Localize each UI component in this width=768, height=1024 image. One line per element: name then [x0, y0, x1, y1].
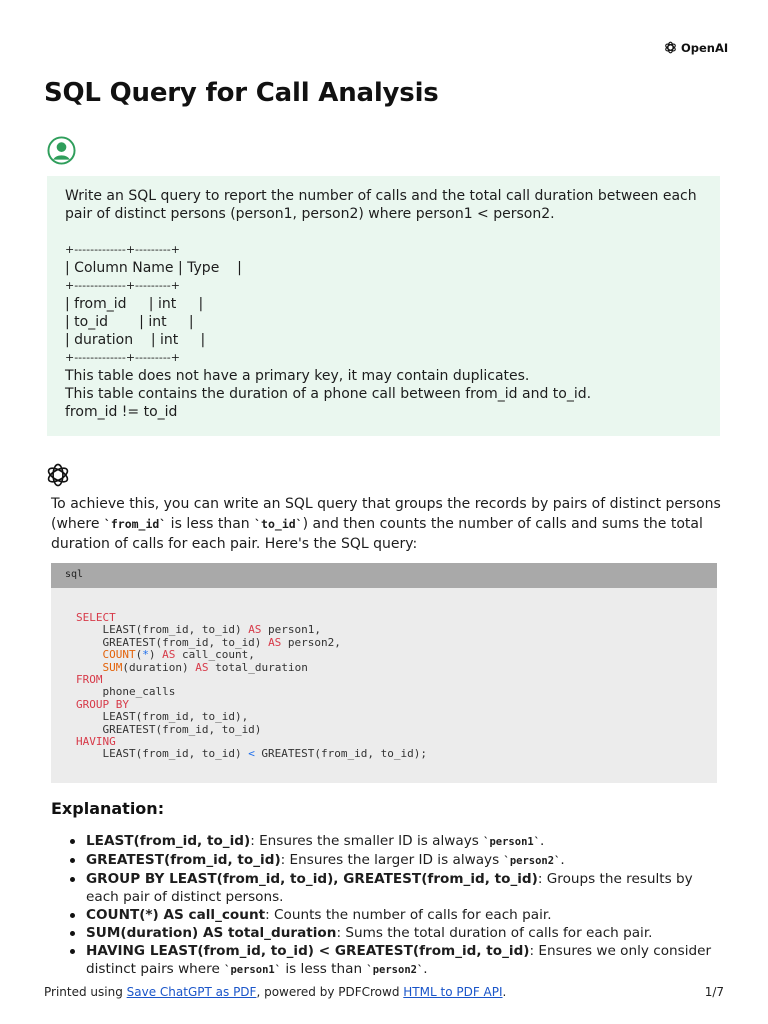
- user-message: [47, 176, 720, 436]
- inline-code: `person1`: [483, 836, 541, 848]
- code-block: [51, 563, 717, 783]
- table-row-line: | duration | int |: [65, 332, 206, 348]
- code-text: GREATEST(from_id, to_id);: [254, 747, 427, 761]
- code-text: LEAST(from_id, to_id),: [76, 710, 249, 724]
- list-item: [51, 906, 726, 924]
- item-term: GREATEST(from_id, to_id): [86, 852, 281, 868]
- item-text: .: [560, 852, 565, 868]
- code-keyword: AS: [248, 623, 262, 637]
- code-keyword: FROM: [76, 673, 103, 687]
- item-term: COUNT(*) AS call_count: [86, 907, 266, 923]
- code-function: COUNT: [102, 648, 136, 662]
- code-content[interactable]: [51, 588, 717, 761]
- footer-credit: [44, 985, 506, 999]
- inline-code: `person2`: [503, 855, 561, 867]
- code-keyword: AS: [195, 660, 209, 674]
- inline-code: `from_id`: [103, 517, 167, 531]
- save-chatgpt-link[interactable]: Save ChatGPT as PDF: [126, 985, 257, 999]
- inline-code: `person2`: [366, 964, 424, 976]
- code-text: [76, 648, 103, 661]
- code-text: LEAST(from_id, to_id): [76, 747, 249, 761]
- table-header-line: | Column Name | Type |: [65, 260, 242, 276]
- footer-text: , powered by PDFCrowd: [256, 985, 404, 999]
- list-item: [51, 851, 726, 870]
- code-text: total_duration: [208, 660, 308, 674]
- item-text: : Groups the results by each pair of distinct persons.: [86, 871, 693, 905]
- code-operator: <: [248, 747, 255, 761]
- item-text: : Counts the number of calls for each pair.: [265, 907, 552, 923]
- inline-code: `to_id`: [254, 517, 303, 531]
- chatgpt-logo-icon: [44, 461, 72, 489]
- note-line: This table contains the duration of a phone call between from_id and to_id.: [65, 386, 592, 402]
- item-term: SUM(duration) AS total_duration: [86, 925, 337, 941]
- user-question-text: Write an SQL query to report the number of calls and the total call duration between each pair of distinct persons (person1, person2) where person1 < person2.: [65, 188, 697, 222]
- table-border-line: +-------------+---------+: [65, 279, 180, 292]
- code-language-label: sql: [51, 563, 717, 588]
- code-text: (: [135, 648, 143, 662]
- code-keyword: HAVING: [76, 735, 116, 749]
- list-item: [51, 832, 726, 851]
- code-keyword: AS: [268, 635, 282, 649]
- explanation-heading: Explanation:: [51, 799, 165, 818]
- list-item: [51, 924, 726, 942]
- code-text: call_count,: [175, 648, 255, 662]
- code-text: person1,: [261, 623, 322, 637]
- code-function: SUM: [102, 660, 123, 674]
- footer: [44, 985, 724, 999]
- intro-text: ) and then counts the number of calls and sums the total duration of calls for each pair. Here's the SQL query:: [51, 516, 703, 552]
- code-keyword: AS: [162, 648, 176, 662]
- footer-text: .: [502, 985, 507, 999]
- code-text: LEAST(from_id, to_id): [76, 623, 249, 637]
- item-term: HAVING LEAST(from_id, to_id) < GREATEST(from_id, to_id): [86, 943, 530, 959]
- code-text: ): [148, 648, 163, 662]
- list-item: [51, 942, 726, 979]
- inline-code: `person1`: [224, 964, 282, 976]
- item-text: .: [540, 833, 545, 849]
- table-border-line: +-------------+---------+: [65, 243, 180, 256]
- page-number: 1/7: [704, 985, 724, 999]
- assistant-intro: [51, 494, 726, 554]
- note-line: This table does not have a primary key, it may contain duplicates.: [65, 368, 530, 384]
- intro-text: is less than: [166, 516, 255, 532]
- note-line: from_id != to_id: [65, 404, 178, 420]
- brand-name: OpenAI: [681, 40, 729, 55]
- list-item: [51, 870, 726, 906]
- item-text: : Ensures the larger ID is always: [280, 852, 504, 868]
- code-text: phone_calls: [76, 685, 176, 699]
- item-text: : Ensures we only consider distinct pairs where: [86, 943, 712, 977]
- code-text: [76, 661, 103, 674]
- table-row-line: | to_id | int |: [65, 314, 194, 330]
- item-text: is less than: [281, 961, 367, 977]
- explanation-list: [51, 832, 726, 979]
- code-operator: *: [142, 648, 149, 662]
- page-title: SQL Query for Call Analysis: [44, 78, 439, 108]
- code-keyword: GROUP BY: [76, 697, 129, 711]
- item-term: GROUP BY LEAST(from_id, to_id), GREATEST(from_id, to_id): [86, 871, 538, 887]
- table-row-line: | from_id | int |: [65, 296, 204, 312]
- code-keyword: SELECT: [76, 611, 116, 624]
- code-text: GREATEST(from_id, to_id): [76, 635, 269, 649]
- item-text: .: [423, 961, 428, 977]
- table-border-line: +-------------+---------+: [65, 351, 180, 364]
- item-term: LEAST(from_id, to_id): [86, 833, 251, 849]
- intro-text: To achieve this, you can write an SQL query that groups the records by pairs of distinct persons (where: [51, 496, 721, 532]
- item-text: : Ensures the smaller ID is always: [250, 833, 484, 849]
- footer-text: Printed using: [44, 985, 127, 999]
- code-text: (duration): [122, 660, 196, 674]
- html-to-pdf-link[interactable]: HTML to PDF API: [403, 985, 503, 999]
- user-avatar-icon: [47, 136, 76, 165]
- code-text: person2,: [281, 635, 341, 649]
- openai-brand: [663, 40, 728, 55]
- item-text: : Sums the total duration of calls for each pair.: [336, 925, 653, 941]
- code-text: GREATEST(from_id, to_id): [76, 722, 262, 736]
- openai-logo-icon: [663, 40, 678, 55]
